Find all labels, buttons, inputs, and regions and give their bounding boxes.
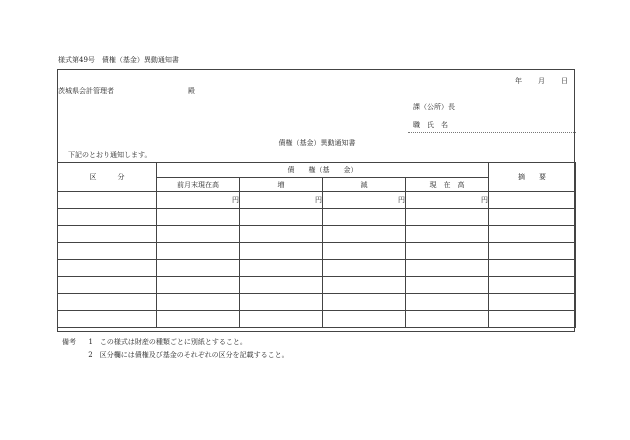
notes-label: 備考 xyxy=(62,338,76,346)
remarks-cell[interactable] xyxy=(489,294,576,311)
notes-section xyxy=(62,336,289,362)
current-balance-cell[interactable] xyxy=(406,277,489,294)
note-item-1: 1 この様式は財産の種類ごとに別紙とすること。 xyxy=(88,338,247,346)
remarks-cell[interactable] xyxy=(489,311,576,328)
decrease-cell[interactable] xyxy=(323,311,406,328)
table-row xyxy=(58,277,576,294)
category-cell[interactable] xyxy=(58,311,157,328)
category-cell[interactable] xyxy=(58,294,157,311)
remarks-cell[interactable] xyxy=(489,243,576,260)
current-balance-cell[interactable] xyxy=(406,243,489,260)
previous-balance-cell[interactable] xyxy=(157,260,240,277)
previous-balance-cell[interactable] xyxy=(157,311,240,328)
remarks-cell[interactable] xyxy=(489,226,576,243)
notice-form-frame xyxy=(57,69,575,332)
department-head: 課（公所）長 xyxy=(413,103,455,111)
remarks-cell[interactable] xyxy=(489,209,576,226)
category-cell[interactable] xyxy=(58,277,157,294)
decrease-cell[interactable] xyxy=(323,226,406,243)
table-row xyxy=(58,192,576,209)
table-row xyxy=(58,209,576,226)
current-balance-cell[interactable] xyxy=(406,311,489,328)
table-row xyxy=(58,260,576,277)
previous-balance-cell[interactable] xyxy=(157,226,240,243)
table-row xyxy=(58,243,576,260)
remarks-cell[interactable] xyxy=(489,277,576,294)
table-row xyxy=(58,226,576,243)
current-balance-cell[interactable] xyxy=(406,226,489,243)
form-number-title: 様式第49号 債権（基金）異動通知書 xyxy=(58,56,179,64)
increase-cell[interactable] xyxy=(240,277,323,294)
intro-text: 下記のとおり通知します。 xyxy=(68,151,152,159)
increase-cell[interactable]: 円 xyxy=(240,192,323,209)
increase-cell[interactable] xyxy=(240,260,323,277)
table-row xyxy=(58,294,576,311)
decrease-cell[interactable] xyxy=(323,277,406,294)
current-balance-cell[interactable] xyxy=(406,260,489,277)
note-item-2: 2 区分欄には債権及び基金のそれぞれの区分を記載すること。 xyxy=(88,351,289,359)
note-line-1 xyxy=(62,336,289,349)
document-title: 債権（基金）異動通知書 xyxy=(278,139,356,147)
note-line-2 xyxy=(62,349,289,362)
previous-balance-cell[interactable] xyxy=(157,294,240,311)
increase-cell[interactable] xyxy=(240,243,323,260)
decrease-cell[interactable] xyxy=(323,294,406,311)
increase-cell[interactable] xyxy=(240,209,323,226)
date-year-label: 年 xyxy=(515,77,522,85)
decrease-cell[interactable]: 円 xyxy=(323,192,406,209)
header-decrease: 減 xyxy=(323,178,406,192)
date-line xyxy=(515,76,568,86)
previous-balance-cell[interactable] xyxy=(157,243,240,260)
remarks-cell[interactable] xyxy=(489,192,576,209)
current-balance-cell[interactable] xyxy=(406,209,489,226)
table-row xyxy=(58,311,576,328)
previous-balance-cell[interactable]: 円 xyxy=(157,192,240,209)
header-category: 区 分 xyxy=(58,163,157,192)
previous-balance-cell[interactable] xyxy=(157,277,240,294)
decrease-cell[interactable] xyxy=(323,260,406,277)
date-month-label: 月 xyxy=(538,77,545,85)
date-day-label: 日 xyxy=(561,77,568,85)
previous-balance-cell[interactable] xyxy=(157,209,240,226)
header-current-balance: 現 在 高 xyxy=(406,178,489,192)
remarks-cell[interactable] xyxy=(489,260,576,277)
current-balance-cell[interactable]: 円 xyxy=(406,192,489,209)
decrease-cell[interactable] xyxy=(323,243,406,260)
category-cell[interactable] xyxy=(58,192,157,209)
header-remarks: 摘 要 xyxy=(489,163,576,192)
decrease-cell[interactable] xyxy=(323,209,406,226)
increase-cell[interactable] xyxy=(240,226,323,243)
honorific: 殿 xyxy=(188,87,195,95)
category-cell[interactable] xyxy=(58,226,157,243)
header-previous-month-balance: 前月末現在高 xyxy=(157,178,240,192)
official-name-label: 職 氏 名 xyxy=(413,121,448,129)
category-cell[interactable] xyxy=(58,260,157,277)
header-increase: 増 xyxy=(240,178,323,192)
increase-cell[interactable] xyxy=(240,311,323,328)
category-cell[interactable] xyxy=(58,243,157,260)
increase-cell[interactable] xyxy=(240,294,323,311)
header-claims-fund: 債 権（基 金） xyxy=(157,163,489,178)
asset-change-table xyxy=(57,162,576,328)
category-cell[interactable] xyxy=(58,209,157,226)
signature-dotted-line xyxy=(408,132,576,133)
addressee: 茨城県会計管理者 xyxy=(58,87,114,95)
current-balance-cell[interactable] xyxy=(406,294,489,311)
